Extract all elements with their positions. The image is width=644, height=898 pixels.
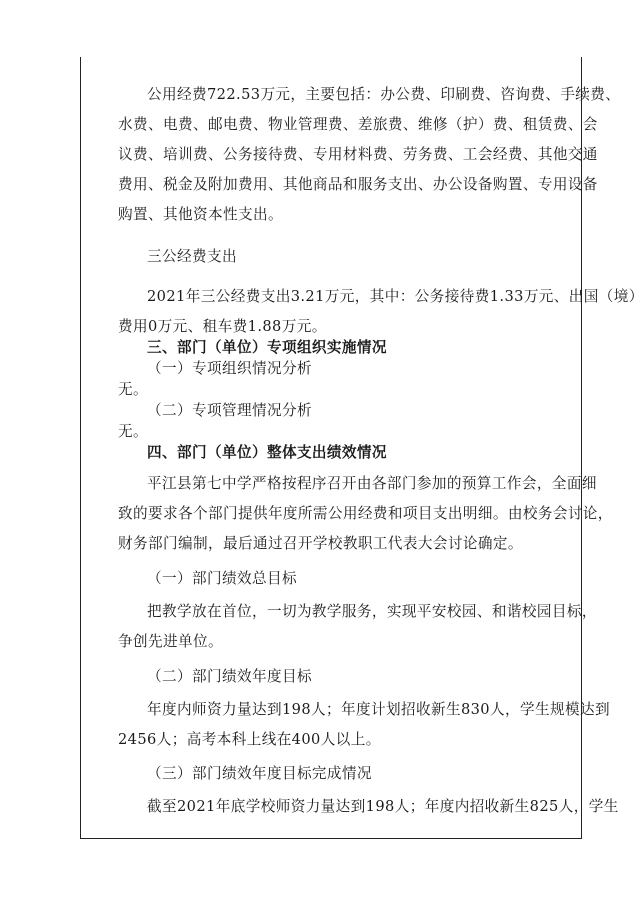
- goal-1-body: [118, 597, 597, 657]
- goal-3-title: [118, 759, 578, 789]
- section-4-heading: 四、部门（单位）整体支出绩效情况: [147, 444, 387, 461]
- text-line: 年度内师资力量达到198人；年度计划招收新生830人，学生规模达到: [147, 701, 610, 718]
- section-3-heading: 三、部门（单位）专项组织实施情况: [147, 339, 387, 356]
- goal-2-title: [118, 662, 578, 692]
- text-line: （三）部门绩效年度目标完成情况: [147, 765, 372, 782]
- section-3-sub1: （一）专项组织情况分析: [147, 360, 312, 377]
- text-line: 费用0万元、租车费1.88万元。: [118, 318, 327, 335]
- text-line: （二）部门绩效年度目标: [147, 668, 312, 685]
- text-line: 水费、电费、邮电费、物业管理费、差旅费、维修（护）费、租赁费、会: [118, 116, 598, 133]
- text-line: 2456人；高考本科上线在400人以上。: [118, 731, 381, 748]
- text-line: 争创先进单位。: [118, 633, 223, 650]
- text-line: （一）部门绩效总目标: [147, 570, 297, 587]
- section-3-sub1-body: 无。: [118, 381, 148, 398]
- section-3-block: [118, 337, 578, 463]
- text-line: 议费、培训费、公务接待费、专用材料费、劳务费、工会经费、其他交通: [118, 146, 598, 163]
- text-line: 公用经费722.53万元，主要包括：办公费、印刷费、咨询费、手续费、: [147, 86, 621, 103]
- text-line: 财务部门编制，最后通过召开学校教职工代表大会讨论确定。: [118, 535, 523, 552]
- text-line: 三公经费支出: [147, 248, 237, 265]
- document-frame: [80, 57, 644, 839]
- section-4-intro: [118, 469, 613, 559]
- text-line: 致的要求各个部门提供年度所需公用经费和项目支出明细。由校务会讨论，: [118, 505, 613, 522]
- goal-3-body: [118, 792, 619, 822]
- text-line: 费用、税金及附加费用、其他商品和服务支出、办公设备购置、专用设备: [118, 176, 598, 193]
- text-line: 平江县第七中学严格按程序召开由各部门参加的预算工作会，全面细: [147, 475, 597, 492]
- section-3-sub2-body: 无。: [118, 423, 148, 440]
- goal-1-title: [118, 564, 578, 594]
- three-public-title: [118, 242, 578, 272]
- three-public-paragraph: [118, 282, 644, 342]
- text-line: 把教学放在首位，一切为教学服务，实现平安校园、和谐校园目标，: [147, 603, 597, 620]
- public-funds-paragraph: [118, 80, 621, 230]
- text-line: 2021年三公经费支出3.21万元，其中：公务接待费1.33万元、出国（境）: [147, 288, 644, 305]
- text-line: 购置、其他资本性支出。: [118, 206, 283, 223]
- section-3-sub2: （二）专项管理情况分析: [147, 402, 312, 419]
- goal-2-body: [118, 695, 610, 755]
- text-line: 截至2021年底学校师资力量达到198人；年度内招收新生825人，学生: [147, 798, 619, 815]
